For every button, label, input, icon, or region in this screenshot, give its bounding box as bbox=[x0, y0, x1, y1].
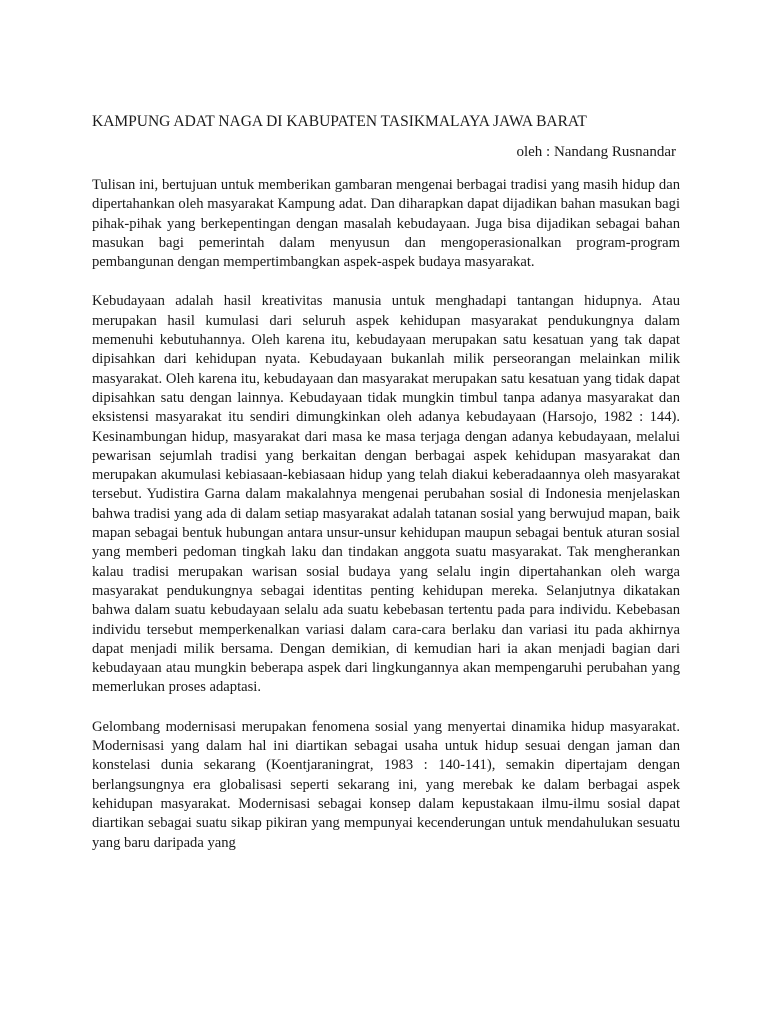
document-page bbox=[92, 112, 680, 873]
paragraph-1: Tulisan ini, bertujuan untuk memberikan gambaran mengenai berbagai tradisi yang masih hidup dan dipertahankan oleh masyarakat Kampung adat. Dan diharapkan dapat dijadikan bahan masukan bagi pihak-pihak yang berkepentingan dengan masalah kebudayaan. Juga bisa dijadikan sebagai bahan masukan bagi pemerintah dalam menyusun dan mengoperasionalkan program-program pembangunan dengan mempertimbangkan aspek-aspek budaya masyarakat. bbox=[92, 177, 680, 271]
paragraph-3: Gelombang modernisasi merupakan fenomena sosial yang menyertai dinamika hidup masyarakat. Modernisasi yang dalam hal ini diartikan sebagai usaha untuk hidup sesuai dengan jaman dan konstelasi dunia sekarang (Koentjaraningrat, 1983 : 140-141), semakin dipertajam dengan berlangsungnya era globalisasi seperti sekarang ini, yang merebak ke dalam berbagai aspek kehidupan masyarakat. Modernisasi sebagai konsep dalam kepustakaan ilmu-ilmu sosial dapat diartikan sebagai suatu sikap pikiran yang mempunyai kecenderungan untuk mendahulukan sesuatu yang baru daripada yang bbox=[92, 718, 680, 851]
paragraph-2: Kebudayaan adalah hasil kreativitas manusia untuk menghadapi tantangan hidupnya. Atau merupakan hasil kumulasi dari seluruh aspek kehidupan masyarakat pendukungnya dalam memenuhi kebutuhannya. Oleh karena itu, kebudayaan merupakan satu kesatuan yang tak dapat dipisahkan dari kehidupan nyata. Kebudayaan bukanlah milik perseorangan melainkan milik masyarakat. Oleh karena itu, kebudayaan dan masyarakat merupakan satu kesatuan yang tidak dapat dipisahkan satu dengan lainnya. Kebudayaan tidak mungkin timbul tanpa adanya masyarakat dan eksistensi masyarakat itu sendiri dimungkinkan oleh adanya kebudayaan (Harsojo, 1982 : 144). Kesinambungan hidup, masyarakat dari masa ke masa terjaga dengan adanya kebudayaan, melalui pewarisan sejumlah tradisi yang berkaitan dengan berbagai aspek kehidupan masyarakat dan merupakan akumulasi kebiasaan-kebiasaan hidup yang telah diakui keberadaannya oleh masyarakat tersebut. Yudistira Garna dalam makalahnya mengenai perubahan sosial di Indonesia menjelaskan bahwa tradisi yang ada di dalam setiap masyarakat adalah tatanan sosial yang berwujud mapan, baik mapan sebagai bentuk hubungan antara unsur-unsur kehidupan maupun sebagai bentuk aturan sosial yang memberi pedoman tingkah laku dan tindakan anggota suatu masyarakat. Tak mengherankan kalau tradisi merupakan warisan sosial budaya yang selalu ingin dipertahankan oleh warga masyarakat pendukungnya sebagai identitas penting kehidupan mereka. Selanjutnya dikatakan bahwa dalam suatu kebudayaan selalu ada suatu kebebasan tertentu pada para individu. Kebebasan individu tersebut memperkenalkan variasi dalam cara-cara berlaku dan variasi itu pada akhirnya dapat menjadi milik bersama. Dengan demikian, di kemudian hari ia akan menjadi bagian dari kebudayaan atau mungkin beberapa aspek dari lingkungannya akan mempengaruhi perubahan yang memerlukan proses adaptasi. bbox=[92, 293, 680, 696]
document-title: KAMPUNG ADAT NAGA DI KABUPATEN TASIKMALAYA JAWA BARAT bbox=[92, 113, 587, 130]
author-line: oleh : Nandang Rusnandar bbox=[516, 144, 676, 160]
